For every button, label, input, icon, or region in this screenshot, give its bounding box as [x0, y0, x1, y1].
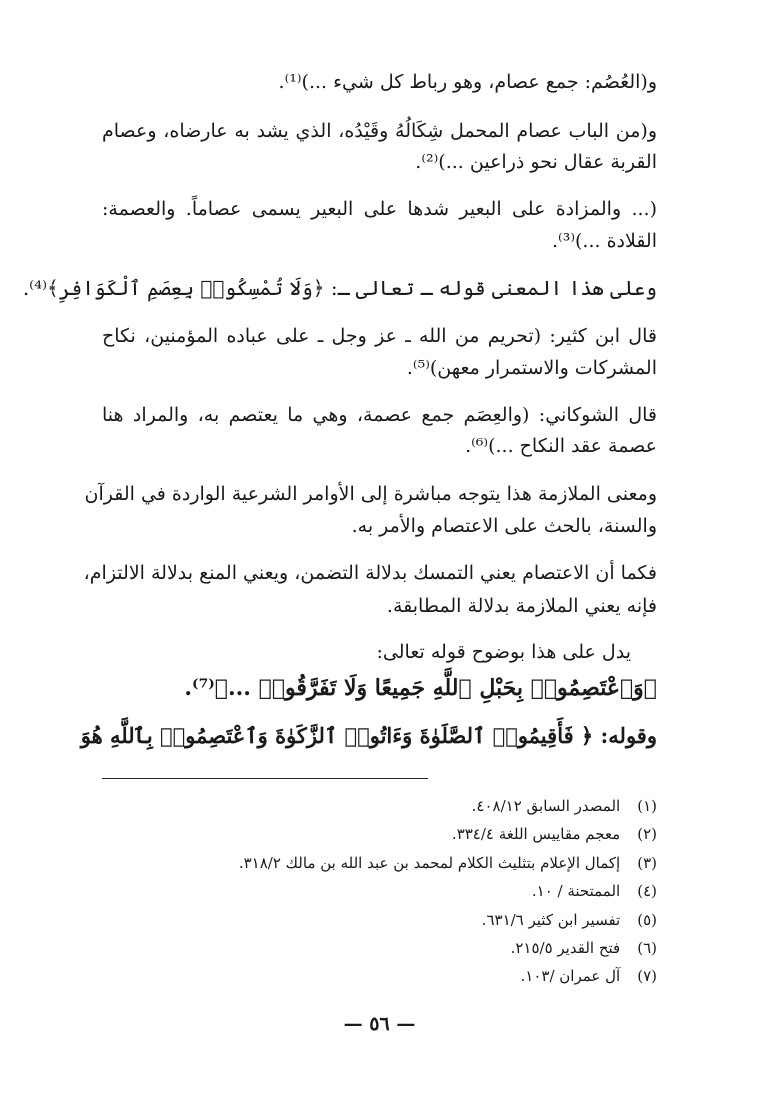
text-line: و(من الباب عصام المحمل شِكَالُهُ وقَيْدُه، الذي يشد به عارضاه، وعصام	[102, 120, 657, 142]
text-line: فكما أن الاعتصام يعني التمسك بدلالة التضمن، ويعني المنع بدلالة الالتزام،	[83, 562, 657, 584]
footnote-number: (٦)	[637, 939, 657, 957]
footnote-text: آل عمران /١٠٣.	[520, 967, 621, 985]
text-line: و(العُصُم: جمع عصام، وهو رباط كل شيء ...)⁽¹⁾.	[278, 71, 657, 93]
text-line: قال الشوكاني: (والعِصَم جمع عصمة، وهي ما يعتصم به، والمراد هنا	[102, 404, 657, 426]
text-line: القربة عقال نحو ذراعين ...)⁽²⁾.	[415, 151, 657, 173]
footnote-text: فتح القدير ٢١٥/٥.	[510, 939, 621, 957]
quran-verse-line: ﴿وَٱعْتَصِمُوا۟ بِحَبْلِ ٱللَّهِ جَمِيعًا وَلَا تَفَرَّقُوا۟ ...﴾⁽⁷⁾.	[184, 675, 657, 701]
footnote-divider	[102, 778, 428, 779]
footnote-number: (٣)	[637, 854, 657, 872]
quran-verse-line: وقوله: ﴿ فَأَقِيمُوا۟ ٱلصَّلَوٰةَ وَءَاتُوا۟ ٱلزَّكَوٰةَ وَٱعْتَصِمُوا۟ بِٱللَّهِ هُوَ	[80, 723, 657, 748]
text-line: يدل على هذا بوضوح قوله تعالى:	[376, 641, 631, 663]
footnote	[239, 853, 657, 873]
text-line: فإنه يعني الملازمة بدلالة المطابقة.	[386, 595, 657, 617]
text-line: والسنة، بالحث على الاعتصام والأمر به.	[351, 515, 657, 537]
footnote	[472, 796, 657, 816]
quran-verse-line: وعلى هذا المعنى قوله ـ تعالى ـ: ﴿وَلَا تُمْسِكُوا۟ بِعِصَمِ ٱلْكَوَافِرِ﴾⁽⁴⁾.	[22, 276, 657, 300]
footnote-number: (١)	[637, 797, 657, 815]
text-line: عصمة عقد النكاح ...)⁽⁶⁾.	[465, 435, 657, 457]
footnote-number: (٥)	[637, 911, 657, 929]
footnote-number: (٧)	[637, 967, 657, 985]
text-line: (... والمزادة على البعير شدها على البعير يسمى عصاماً. والعصمة:	[102, 198, 657, 220]
text-line: ومعنى الملازمة هذا يتوجه مباشرة إلى الأوامر الشرعية الواردة في القرآن	[84, 483, 657, 505]
footnote	[452, 824, 657, 844]
text-line: المشركات والاستمرار معهن)⁽⁵⁾.	[406, 357, 657, 379]
footnote-number: (٢)	[637, 825, 657, 843]
footnote-text: إكمال الإعلام بتثليث الكلام لمحمد بن عبد الله بن مالك ٣١٨/٢.	[238, 854, 621, 872]
footnote-text: الممتحنة / ١٠.	[531, 882, 621, 900]
footnote-text: المصدر السابق ٤٠٨/١٢.	[471, 797, 621, 815]
footnote-number: (٤)	[637, 882, 657, 900]
footnote-text: تفسير ابن كثير ٦٣١/٦.	[481, 911, 621, 929]
footnote	[511, 938, 657, 958]
footnote-text: معجم مقاييس اللغة ٣٣٤/٤.	[451, 825, 621, 843]
text-line: القلادة ...)⁽³⁾.	[551, 230, 657, 252]
footnote	[532, 881, 657, 901]
page-number: — ٥٦ —	[343, 1013, 416, 1035]
text-line: قال ابن كثير: (تحريم من الله ـ عز وجل ـ على عباده المؤمنين، نكاح	[102, 325, 657, 347]
footnote	[521, 966, 657, 986]
footnote	[482, 910, 657, 930]
